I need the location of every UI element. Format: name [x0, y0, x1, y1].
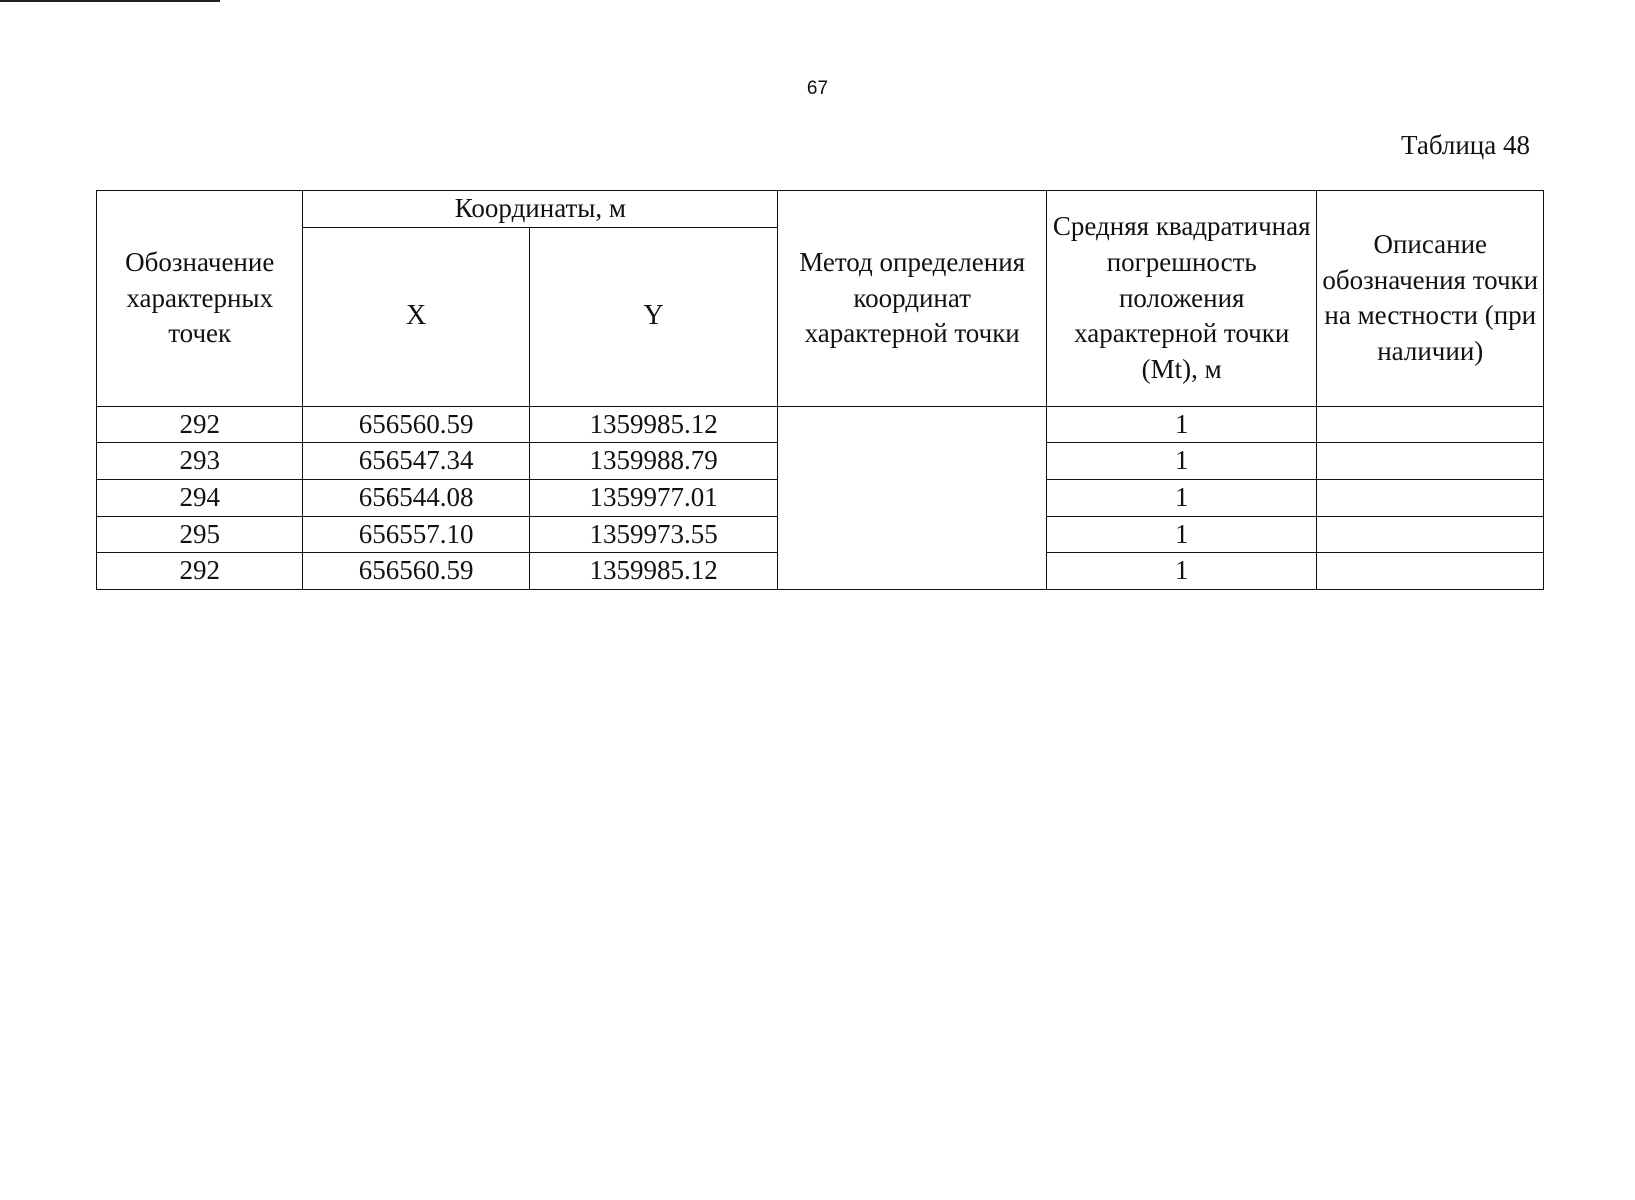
cell-x: 656544.08: [303, 479, 529, 516]
coordinates-table: [96, 190, 1544, 590]
cell-y: 1359977.01: [529, 479, 778, 516]
table-row: [97, 406, 1544, 443]
header-coordinates: Координаты, м: [303, 191, 778, 228]
cell-description: [1317, 406, 1544, 443]
cell-x: 656560.59: [303, 553, 529, 590]
cell-description: [1317, 443, 1544, 480]
cell-y: 1359985.12: [529, 406, 778, 443]
cell-point: 292: [97, 406, 303, 443]
cell-y: 1359985.12: [529, 553, 778, 590]
cell-mt: 1: [1046, 443, 1317, 480]
cell-x: 656547.34: [303, 443, 529, 480]
header-point-description: Описание обозначения точки на местности (при наличии): [1317, 191, 1544, 407]
cell-description: [1317, 553, 1544, 590]
page-number: 67: [806, 78, 829, 99]
table-body: [97, 406, 1544, 589]
cell-point: 295: [97, 516, 303, 553]
cell-mt: 1: [1046, 479, 1317, 516]
cell-mt: 1: [1046, 516, 1317, 553]
cell-y: 1359973.55: [529, 516, 778, 553]
cell-x: 656560.59: [303, 406, 529, 443]
header-mean-square-error: Средняя квадратичная погрешность положения характерной точки (Mt), м: [1046, 191, 1317, 407]
cell-description: [1317, 516, 1544, 553]
header-x: X: [303, 227, 529, 406]
header-point-designation: Обозначение характерных точек: [97, 191, 303, 407]
header-y: Y: [529, 227, 778, 406]
table-caption: Таблица 48: [1401, 130, 1530, 160]
cell-point: 294: [97, 479, 303, 516]
cell-mt: 1: [1046, 406, 1317, 443]
scan-edge-mark: [0, 0, 220, 2]
cell-y: 1359988.79: [529, 443, 778, 480]
cell-point: 293: [97, 443, 303, 480]
cell-mt: 1: [1046, 553, 1317, 590]
cell-method: [778, 406, 1047, 589]
cell-x: 656557.10: [303, 516, 529, 553]
cell-description: [1317, 479, 1544, 516]
header-method: Метод определения координат характерной точки: [778, 191, 1047, 407]
cell-point: 292: [97, 553, 303, 590]
